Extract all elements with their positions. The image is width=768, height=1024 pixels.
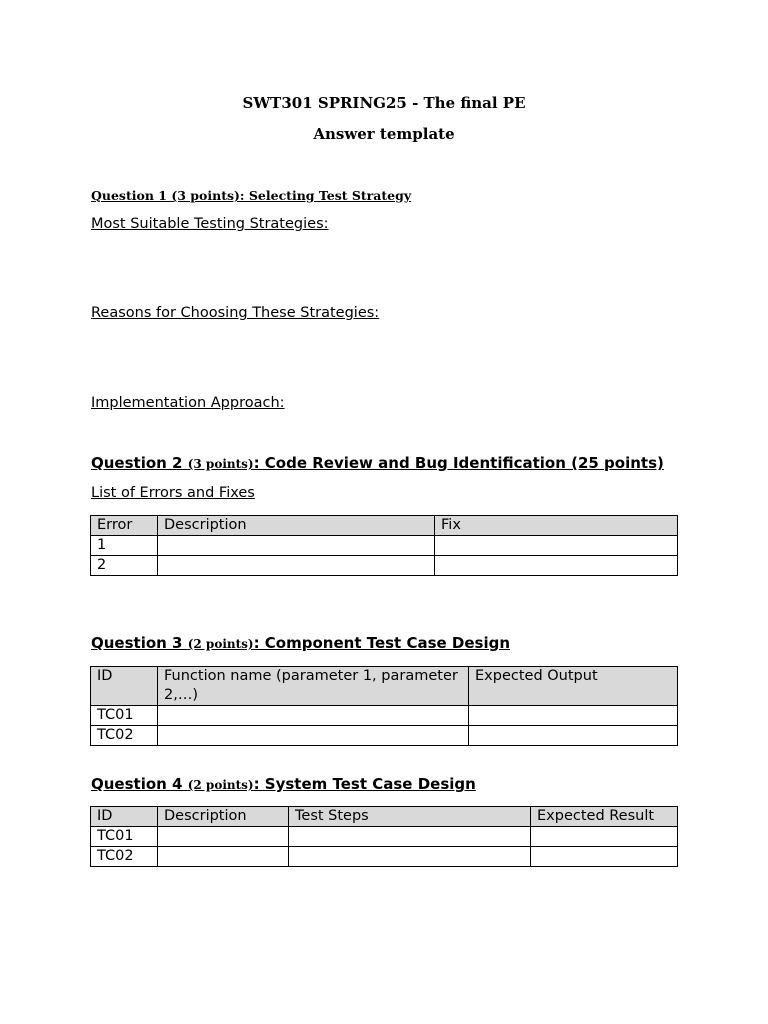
col-header-expected-output: Expected Output [469,667,678,706]
table-row [91,726,678,746]
table-cell[interactable] [158,827,289,847]
col-header-function-name: Function name (parameter 1, parameter 2,…) [158,667,469,706]
question-2-heading [91,454,664,472]
question-4-heading [91,775,476,793]
col-header-fix: Fix [435,516,678,536]
question-3-title: Question 3 [91,634,188,652]
col-header-error: Error [91,516,158,536]
question-4-points: (2 points) [187,778,254,792]
table-cell[interactable] [158,726,469,746]
strategies-label: Most Suitable Testing Strategies: [91,216,329,232]
table-row [91,827,678,847]
table-cell[interactable]: 2 [91,556,158,576]
col-header-description: Description [158,807,289,827]
table-cell[interactable]: TC01 [91,827,158,847]
table-header-row [91,667,678,706]
table-row [91,847,678,867]
question-1-heading: Question 1 (3 points): Selecting Test Strategy [91,188,412,203]
table-cell[interactable] [435,556,678,576]
table-cell[interactable] [289,847,531,867]
approach-label: Implementation Approach: [91,395,285,411]
question-2-title: Question 2 [91,454,188,472]
table-cell[interactable]: TC02 [91,726,158,746]
errors-table [90,515,678,576]
table-cell[interactable] [158,847,289,867]
question-2-topic: : Code Review and Bug Identification (25 points) [253,454,664,472]
system-test-table [90,806,678,867]
question-4-title: Question 4 [91,775,188,793]
table-row [91,536,678,556]
document-subtitle: Answer template [313,125,455,143]
col-header-id: ID [91,667,158,706]
table-header-row [91,516,678,536]
question-2-points: (3 points) [187,457,254,471]
col-header-expected-result: Expected Result [531,807,678,827]
reasons-label: Reasons for Choosing These Strategies: [91,305,380,321]
table-cell[interactable] [158,536,435,556]
table-cell[interactable]: TC01 [91,706,158,726]
col-header-description: Description [158,516,435,536]
table-cell[interactable] [469,706,678,726]
component-test-table [90,666,678,746]
table-cell[interactable]: 1 [91,536,158,556]
table-cell[interactable] [435,536,678,556]
question-3-heading [91,634,510,652]
table-cell[interactable] [469,726,678,746]
col-header-test-steps: Test Steps [289,807,531,827]
table-cell[interactable] [531,847,678,867]
table-row [91,706,678,726]
question-3-topic: : Component Test Case Design [253,634,511,652]
col-header-id: ID [91,807,158,827]
question-4-topic: : System Test Case Design [253,775,476,793]
errors-list-label: List of Errors and Fixes [91,485,255,501]
question-3-points: (2 points) [187,637,254,651]
table-cell[interactable] [158,706,469,726]
table-cell[interactable] [158,556,435,576]
table-row [91,556,678,576]
table-cell[interactable]: TC02 [91,847,158,867]
table-header-row [91,807,678,827]
table-cell[interactable] [289,827,531,847]
table-cell[interactable] [531,827,678,847]
document-title: SWT301 SPRING25 - The final PE [242,94,526,112]
